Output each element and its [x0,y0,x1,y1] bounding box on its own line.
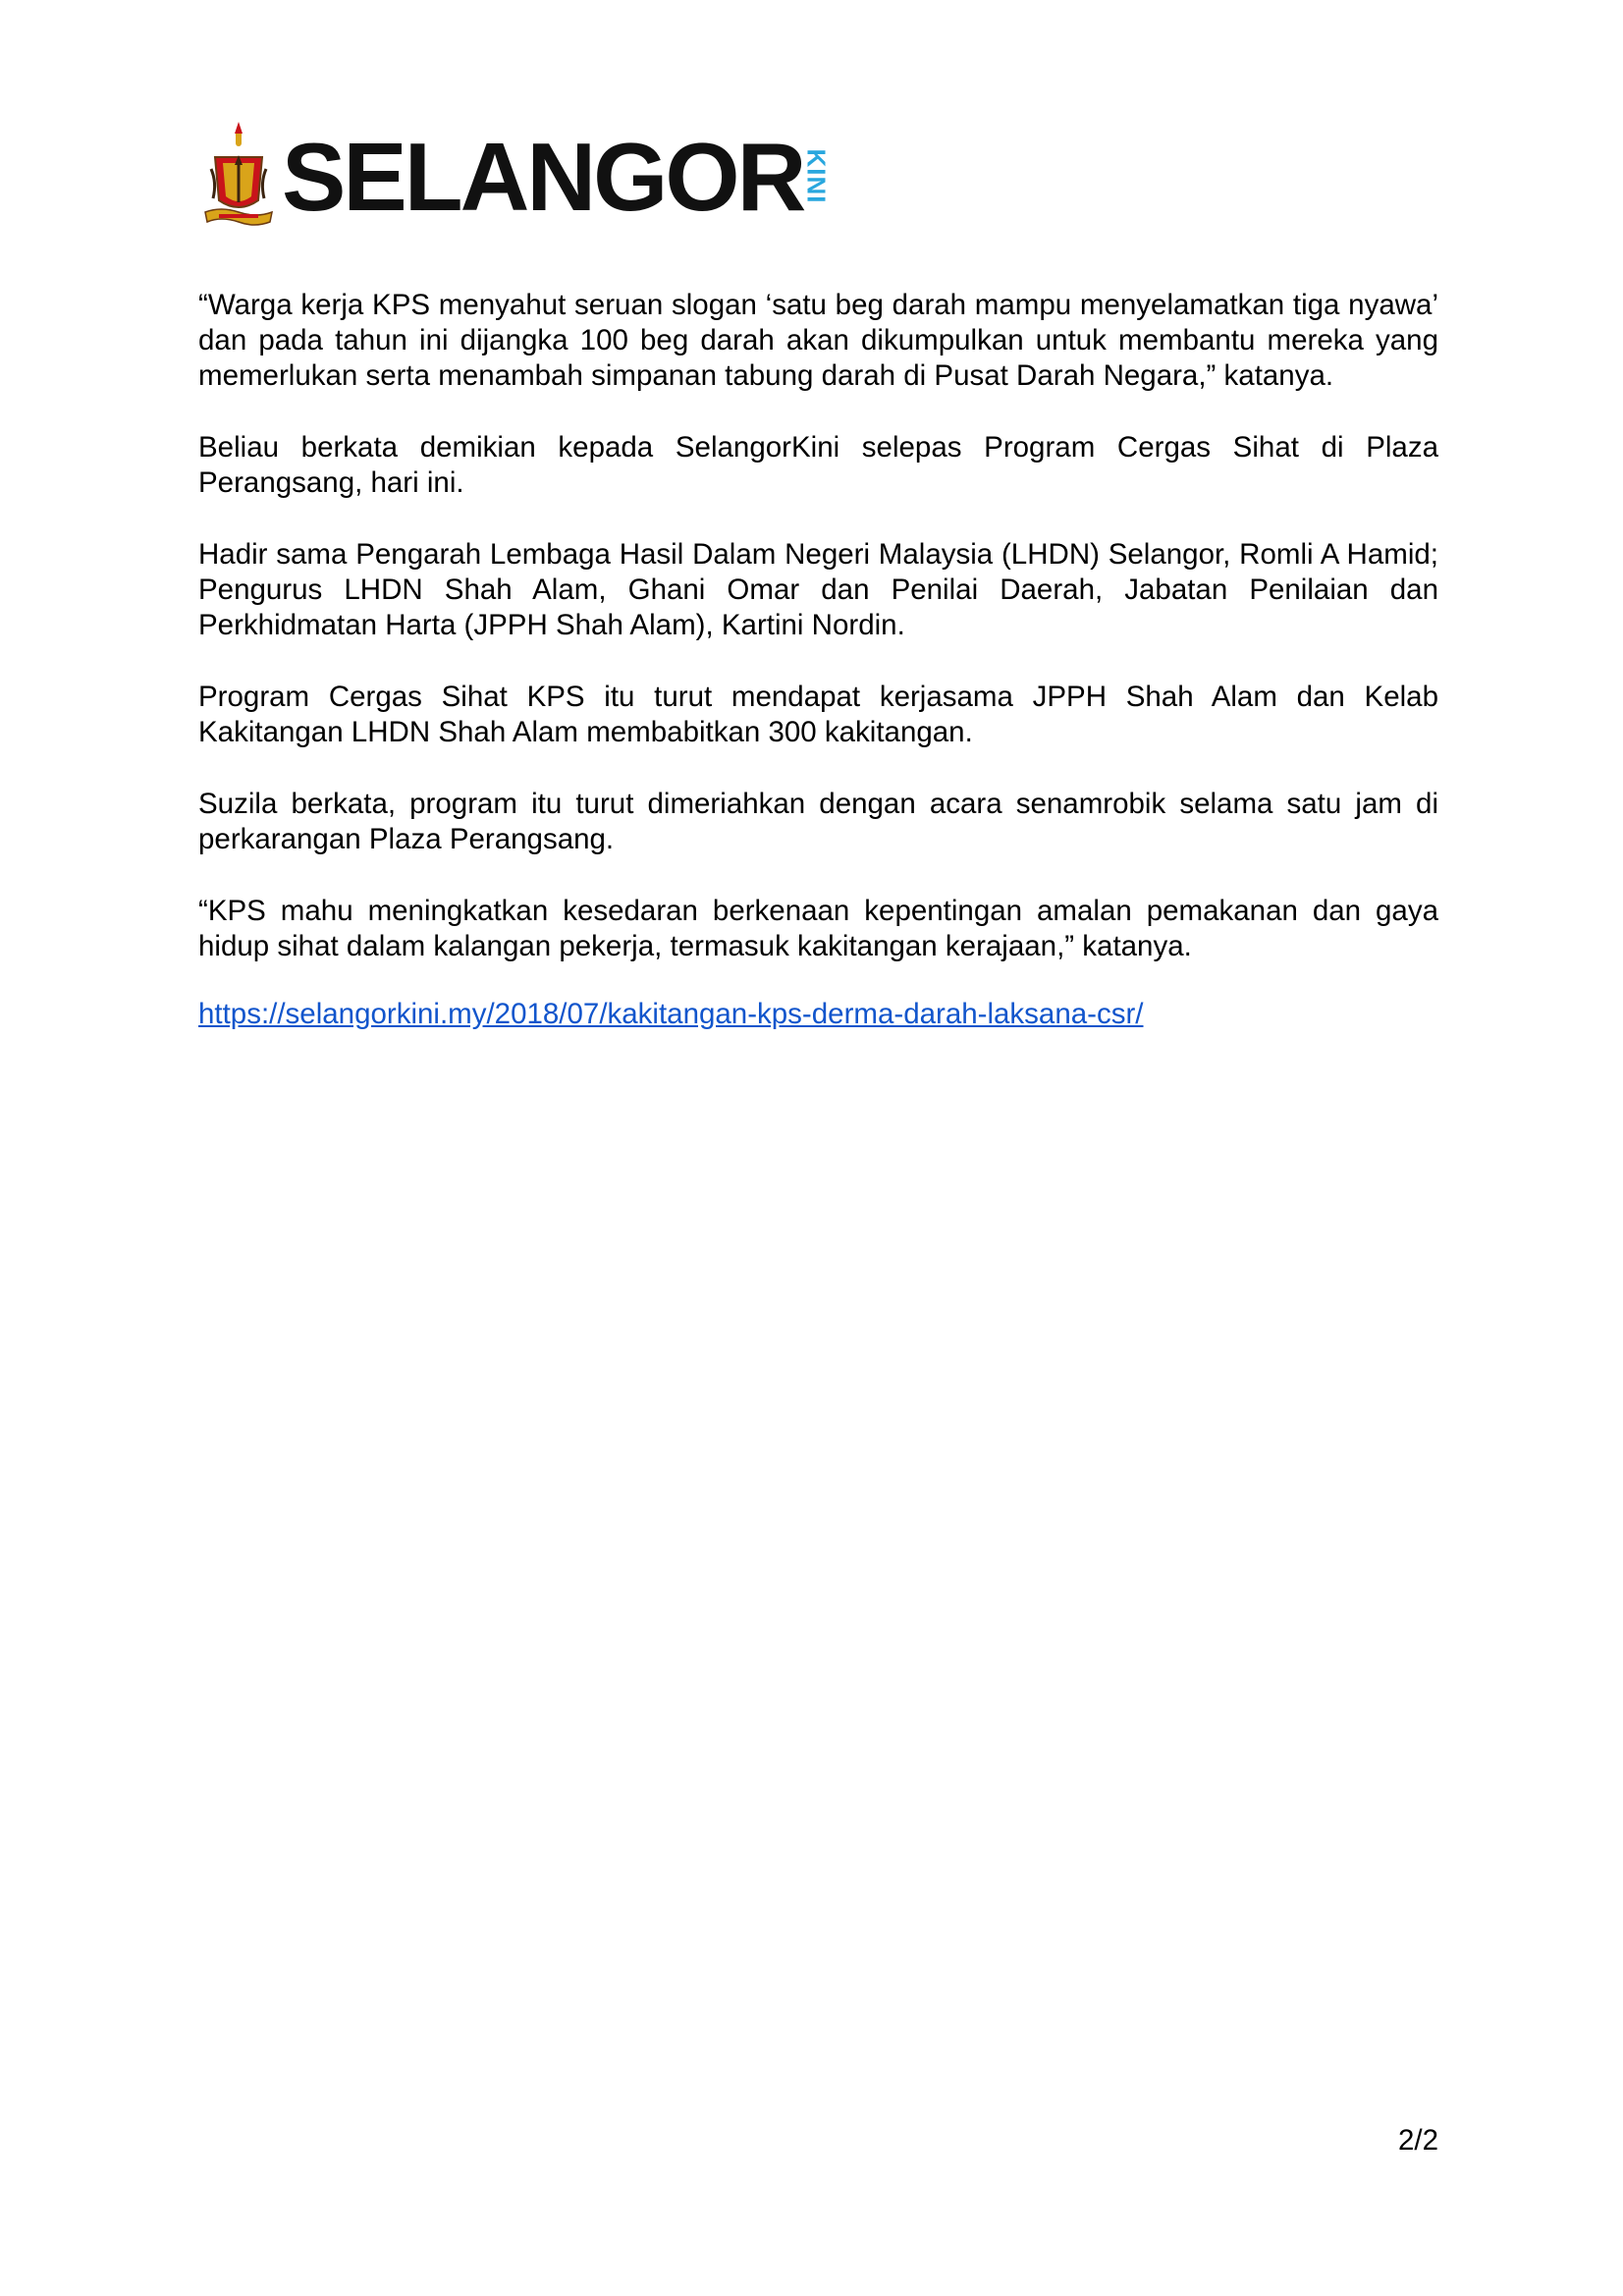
article-paragraph: “KPS mahu meningkatkan kesedaran berkenaan kepentingan amalan pemakanan dan gaya hidup sihat dalam kalangan pekerja, termasuk kakitangan kerajaan,” katanya. [198,895,1438,962]
page-number: 2/2 [1397,2124,1438,2157]
selangor-crest-icon [201,120,276,228]
article-paragraph: Suzila berkata, program itu turut dimeriahkan dengan acara senamrobik selama satu jam di perkarangan Plaza Perangsang. [198,788,1438,855]
article-paragraph: Beliau berkata demikian kepada SelangorKini selepas Program Cergas Sihat di Plaza Perangsang, hari ini. [198,431,1438,499]
source-link[interactable]: https://selangorkini.my/2018/07/kakitangan-kps-derma-darah-laksana-csr/ [198,998,1144,1030]
article-paragraph: “Warga kerja KPS menyahut seruan slogan ‘satu beg darah mampu menyelamatkan tiga nyawa’ dan pada tahun ini dijangka 100 beg darah akan dikumpulkan untuk membantu mereka yang memerlukan serta menambah simpanan tabung darah di Pusat Darah Negara,” katanya. [198,289,1438,392]
brand-suffix [801,137,832,215]
brand-suffix-text: KINI [801,148,832,203]
article-body [198,288,1438,1032]
article-paragraph: Hadir sama Pengarah Lembaga Hasil Dalam Negeri Malaysia (LHDN) Selangor, Romli A Hamid; Pengurus LHDN Shah Alam, Ghani Omar dan Penilai Daerah, Jabatan Penilaian dan Perkhidmatan Harta (JPPH Shah Alam), Kartini Nordin. [198,538,1438,641]
article-paragraph: Program Cergas Sihat KPS itu turut mendapat kerjasama JPPH Shah Alam dan Kelab Kakitangan LHDN Shah Alam membabitkan 300 kakitangan. [198,681,1438,748]
selangorkini-logo [201,120,832,231]
brand-wordmark: SELANGOR [282,123,804,231]
